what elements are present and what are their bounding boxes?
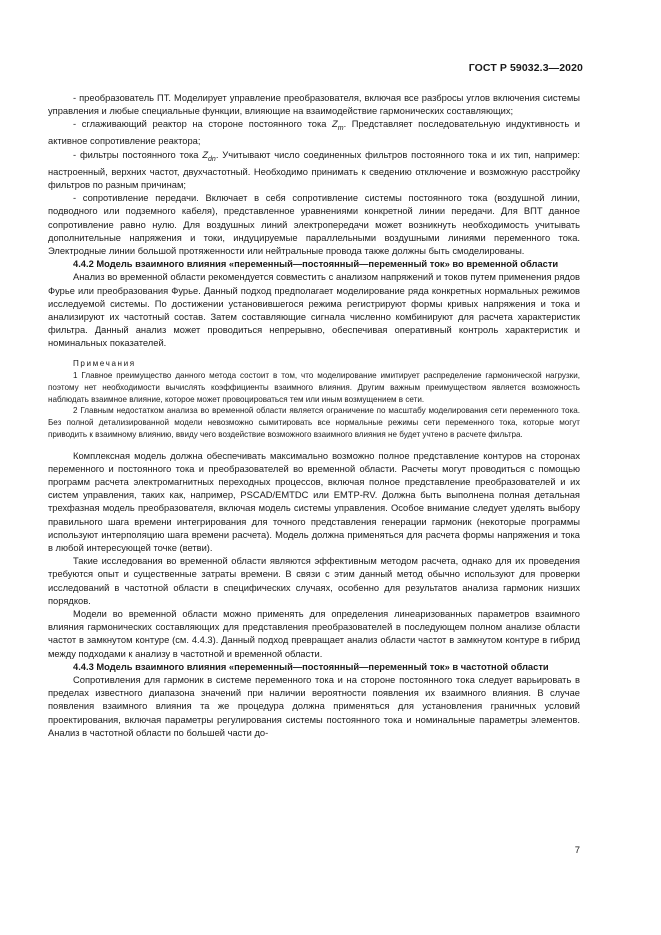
paragraph: - сглаживающий реактор на стороне постоянного тока $Z_m$. Представляет последовательную индуктивность и активное сопротивление реактора; (48, 119, 580, 147)
document-body (48, 92, 580, 740)
paragraph: Модели во временной области можно применять для определения линеаризованных параметров взаимного влияния гармонических составляющих для представления преобразователей в последующем полном анализе области частот в замкнутом контуре (см. 4.4.3). Данный подход превращает анализ области частот в замкнутом контуре в гибрид между подходами к анализу в частотной и временной области. (48, 608, 580, 659)
section-heading-4-4-2: 4.4.2 Модель взаимного влияния «переменный—постоянный—переменный ток» во временной области (73, 259, 559, 270)
paragraph: Комплексная модель должна обеспечивать максимально возможно полное представление контуров на сторонах переменного и постоянного тока и преобразователей во временной области. Расчеты могут проводиться с помощью программ расчета электромагнитных переходных процессов, включая полное представление преобразователей и их систем управления, таких как, например, PSCAD/EMTDC или EMTP-RV. Должна быть выполнена полная детальная трехфазная модель преобразователя, включая модель системы управления. Особое внимание следует уделять выбору правильного шага времени интегрирования для точного представления генерации гармоник (некоторые программы используют интерполяцию шага времени расчета). Модель должна применяться для расчета формы напряжения и тока в любой интересующей точке (ветви). (48, 450, 580, 553)
page-number: 7 (574, 845, 580, 856)
paragraph: Анализ во временной области рекомендуется совместить с анализом напряжений и токов путем применения рядов Фурье или преобразования Фурье. Данный подход предполагает моделирование ряда конкретных нормальных режимов исследуемой системы. По достижении установившегося режима регистрируют формы кривых напряжения и тока и анализируют их частотный состав. Затем составляющие сигнала численно комбинируют для расчета характеристик фильтра. Данный анализ может проводиться непрерывно, обеспечивая оперативный контроль характеристик и номинальных показателей. (48, 272, 580, 349)
paragraph: - преобразователь ПТ. Моделирует управление преобразователя, включая все разбросы углов включения системы управления и любые специальные функции, влияющие на взаимодействие гармонических составляющих; (48, 93, 580, 117)
note-item: 1 Главное преимущество данного метода состоит в том, что моделирование имитирует распределение гармонической нагрузки, поэтому нет необходимости вычислять коэффициенты взаимного влияния. Другим важным преимуществом является возможность наблюдать взаимное влияние, которое может провоцироваться тем или иным возмущением в сети. (48, 371, 580, 404)
paragraph: Сопротивления для гармоник в системе переменного тока и на стороне постоянного тока следует варьировать в пределах известного диапазона значений при наличии вероятности появления их взаимного влияния. В случае появления взаимного влияния та же процедура должна применяться для установления граничных условий проектирования, включая параметры регулирования системы постоянного тока и номинальные параметры элементов. Анализ в частотной области по большей части до- (48, 674, 580, 738)
note-item: 2 Главным недостатком анализа во временной области является ограничение по масштабу моделирования сети переменного тока. Без полной детализированной модели невозможно сымитировать все нормальные режимы сети переменного тока, которые могут приводить к взаимному влиянию, ввиду чего воздействие возможного взаимного влияния не будет учтено в расчете фильтра. (48, 406, 580, 439)
notes-title: Примечания (73, 358, 136, 368)
paragraph: - фильтры постоянного тока $Z_{dn}$. Учитывают число соединенных фильтров постоянного тока и их тип, например: настроенный, верхних частот, двухчастотный. Необходимо принимать к сведению отключение и возможную расстройку фильтров по разным причинам; (48, 149, 580, 190)
document-header: ГОСТ Р 59032.3—2020 (468, 62, 583, 74)
section-heading-4-4-3: 4.4.3 Модель взаимного влияния «переменный—постоянный—переменный ток» в частотной области (73, 661, 549, 672)
paragraph: Такие исследования во временной области являются эффективным методом расчета, однако для их проведения требуются опыт и существенные затраты времени. В связи с этим данный метод обычно используют для проверки исследований в частотной области в специфических случаях, особенно для результатов анализа гармоник низших порядков. (48, 556, 580, 606)
notes-block (48, 358, 580, 441)
paragraph: - сопротивление передачи. Включает в себя сопротивление системы постоянного тока (воздушной линии, подводного или подземного кабеля), представленное уравнениями конкретной линии передачи. Для ВПТ данное сопротивление равно нулю. Для воздушных линий электропередачи может возникнуть необходимость учитывать дополнительные напряжения и токи, индуцируемые параллельными воздушными линиями переменного тока. Электродные линии большой протяженности или нейтральные провода также должны быть смоделированы. (48, 193, 580, 256)
